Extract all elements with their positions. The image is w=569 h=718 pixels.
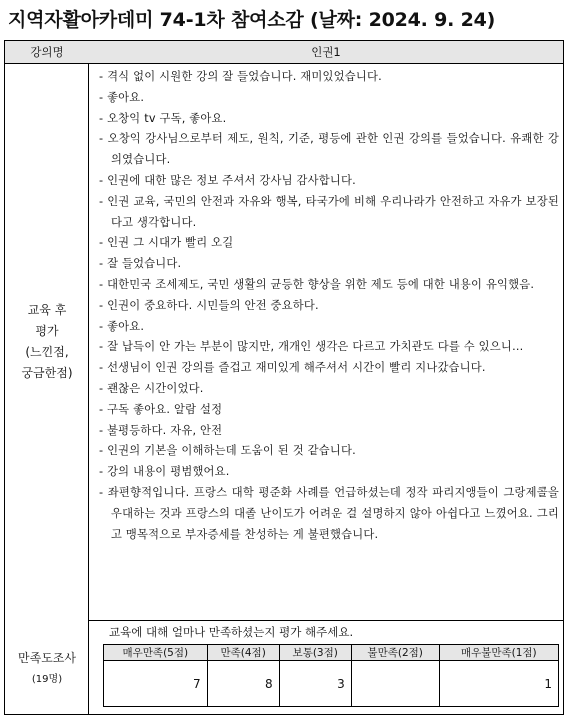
- rating-count: 8: [207, 661, 279, 707]
- satisfaction-value-row: [104, 661, 559, 707]
- evaluation-label: [5, 63, 89, 621]
- comment-item: - 격식 없이 시원한 강의 잘 들었습니다. 재미있었습니다.: [99, 70, 382, 83]
- comment-item: - 구독 좋아요. 알람 설정: [99, 402, 223, 416]
- comment-item: - 좌편향적입니다. 프랑스 대학 평준화 사례를 언급하셨는데 정작 파리지앵들이 그랑제콜을 우대하는 것과 프랑스의 대졸 난이도가 어려운 걸 설명하지 않아 아쉽다고 느꼈어요. 그리고 맹목적으로 부자증세를 찬성하는 게 불편했습니다.: [99, 485, 559, 541]
- evaluation-label-line: 교육 후: [27, 303, 67, 317]
- comment-item: - 인권이 중요하다. 시민들의 안전 중요하다.: [99, 298, 319, 312]
- comment-item: - 잘 들었습니다.: [99, 257, 182, 271]
- survey-label: [5, 621, 89, 716]
- comment-item: - 대한민국 조세제도, 국민 생활의 균등한 향상을 위한 제도 등에 대한 내용이 유익했음.: [99, 277, 535, 291]
- rating-count: [351, 661, 439, 707]
- comment-item: - 선생님이 인권 강의를 즐겁고 재미있게 해주셔서 시간이 빨리 지나갔습니다.: [99, 361, 486, 375]
- satisfaction-table: [103, 644, 559, 707]
- comment-item: - 오창익 tv 구독, 좋아요.: [99, 111, 227, 125]
- comment-item: - 인권 교육, 국민의 안전과 자유와 행복, 타국가에 비해 우리나라가 안전하고 자유가 보장된다고 생각합니다.: [99, 194, 559, 229]
- rating-header: 불만족(2점): [351, 645, 439, 661]
- comment-item: - 인권의 기본을 이해하는데 도움이 된 것 같습니다.: [99, 444, 356, 458]
- comment-item: - 강의 내용이 평범했어요.: [99, 465, 230, 479]
- rating-count: 3: [279, 661, 351, 707]
- rating-header: 매우만족(5점): [104, 645, 208, 661]
- rating-header: 매우불만족(1점): [439, 645, 558, 661]
- comment-item: - 인권에 대한 많은 정보 주셔서 강사님 감사합니다.: [99, 173, 356, 187]
- rating-header: 보통(3점): [279, 645, 351, 661]
- satisfaction-header-row: [104, 645, 559, 661]
- survey-title: 만족도조사: [18, 650, 76, 665]
- evaluation-label-line: 궁금한점): [21, 366, 73, 380]
- comment-item: - 인권 그 시대가 빨리 오길: [99, 236, 234, 250]
- respondent-count: (19명): [31, 673, 63, 685]
- comment-item: - 잘 납득이 안 가는 부분이 많지만, 개개인 생각은 다르고 가치관도 다를 수 있으니…: [99, 340, 524, 354]
- lecture-label: 강의명: [30, 45, 64, 59]
- comment-item: - 좋아요.: [99, 319, 145, 333]
- comment-item: - 오창익 강사님으로부터 제도, 원칙, 기준, 평등에 관한 인권 강의를 들었습니다. 유쾌한 강의였습니다.: [99, 132, 559, 167]
- comment-item: - 괜찮은 시간이었다.: [99, 381, 204, 395]
- rating-count: 7: [104, 661, 208, 707]
- comment-item: - 좋아요.: [99, 90, 145, 104]
- survey-question: 교육에 대해 얼마나 만족하셨는지 평가 해주세요.: [109, 625, 354, 639]
- rating-count: 1: [439, 661, 558, 707]
- evaluation-label-line: (느낀점,: [25, 345, 69, 359]
- evaluation-label-line: 평가: [35, 324, 59, 338]
- rating-header: 만족(4점): [207, 645, 279, 661]
- participation-review-table: [4, 40, 564, 715]
- lecture-name: 인권1: [311, 45, 341, 59]
- comment-item: - 불평등하다. 자유, 안전: [99, 423, 223, 437]
- lecture-header-row: [5, 41, 563, 64]
- page-title: 지역자활아카데미 74-1차 참여소감 (날짜: 2024. 9. 24): [8, 9, 496, 31]
- comments-list: [89, 63, 563, 621]
